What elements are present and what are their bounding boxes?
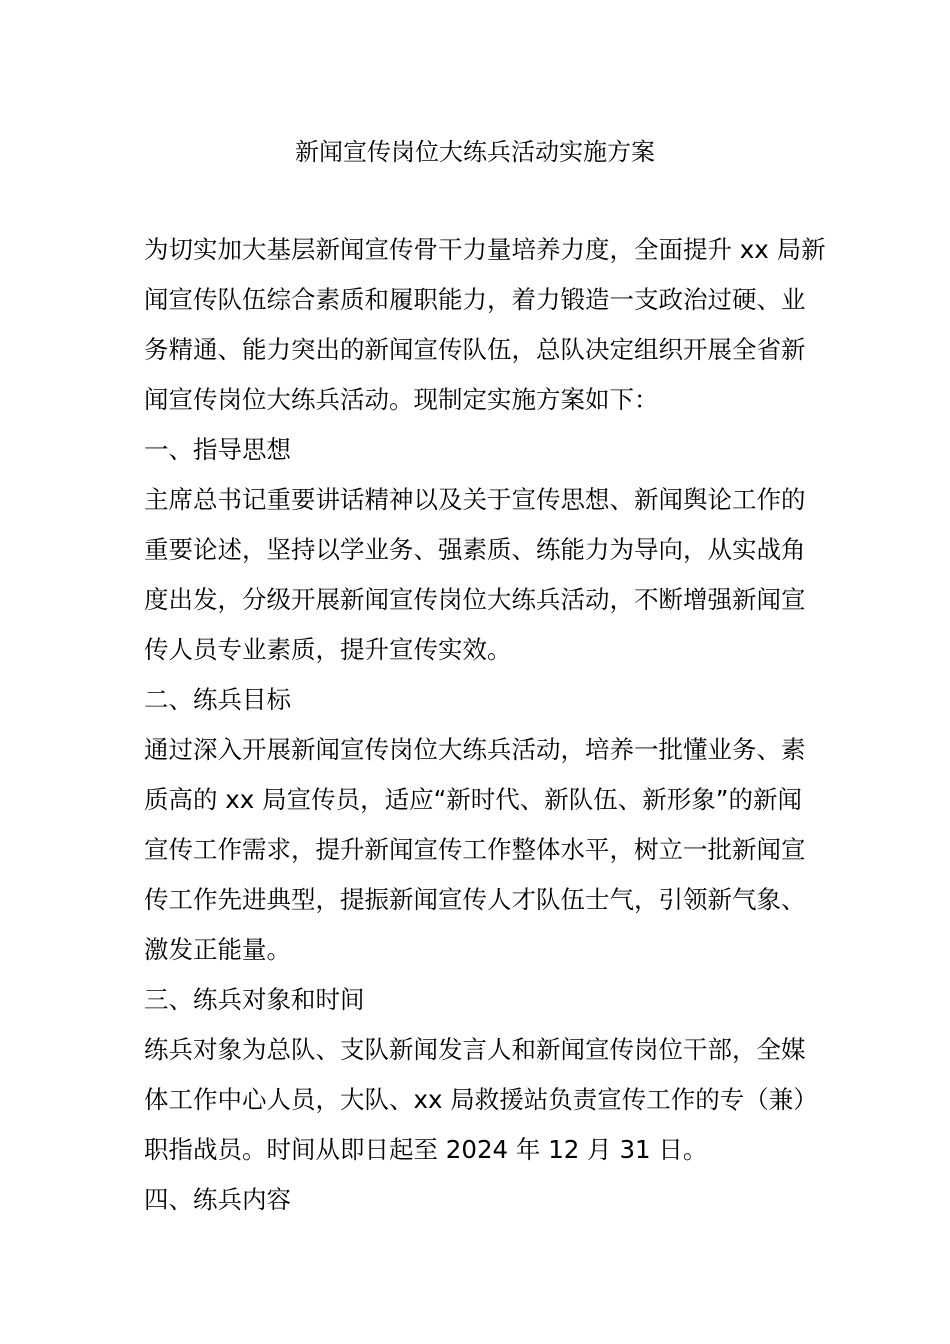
- section-2-paragraph-line-2: 质高的 xx 局宣传员，适应“新时代、新队伍、新形象”的新闻: [144, 785, 802, 814]
- section-2-paragraph-line-5: 激发正能量。: [144, 935, 291, 964]
- document-title: 新闻宣传岗位大练兵活动实施方案: [295, 138, 655, 166]
- intro-paragraph-line-3: 务精通、能力突出的新闻宣传队伍，总队决定组织开展全省新: [144, 335, 806, 364]
- section-2-paragraph-line-3: 宣传工作需求，提升新闻宣传工作整体水平，树立一批新闻宣: [144, 835, 806, 864]
- intro-paragraph-line-1: 为切实加大基层新闻宣传骨干力量培养力度，全面提升 xx 局新: [144, 235, 826, 264]
- intro-paragraph-line-2: 闻宣传队伍综合素质和履职能力，着力锻造一支政治过硬、业: [144, 285, 806, 314]
- section-heading-guiding-ideology: 一、指导思想: [144, 435, 291, 464]
- intro-paragraph-line-4: 闻宣传岗位大练兵活动。现制定实施方案如下：: [144, 385, 659, 414]
- section-1-paragraph-line-1: 主席总书记重要讲话精神以及关于宣传思想、新闻舆论工作的: [144, 485, 806, 514]
- section-heading-training-content: 四、练兵内容: [144, 1185, 291, 1214]
- section-1-paragraph-line-4: 传人员专业素质，提升宣传实效。: [144, 635, 512, 664]
- section-heading-training-goals: 二、练兵目标: [144, 685, 291, 714]
- section-3-paragraph-line-3: 职指战员。时间从即日起至 2024 年 12 月 31 日。: [144, 1135, 708, 1164]
- section-3-paragraph-line-2: 体工作中心人员，大队、xx 局救援站负责宣传工作的专（兼）: [144, 1085, 818, 1114]
- section-2-paragraph-line-4: 传工作先进典型，提振新闻宣传人才队伍士气，引领新气象、: [144, 885, 806, 914]
- section-2-paragraph-line-1: 通过深入开展新闻宣传岗位大练兵活动，培养一批懂业务、素: [144, 735, 806, 764]
- section-heading-participants-and-time: 三、练兵对象和时间: [144, 985, 365, 1014]
- section-3-paragraph-line-1: 练兵对象为总队、支队新闻发言人和新闻宣传岗位干部，全媒: [144, 1035, 806, 1064]
- section-1-paragraph-line-2: 重要论述，坚持以学业务、强素质、练能力为导向，从实战角: [144, 535, 806, 564]
- section-1-paragraph-line-3: 度出发，分级开展新闻宣传岗位大练兵活动，不断增强新闻宣: [144, 585, 806, 614]
